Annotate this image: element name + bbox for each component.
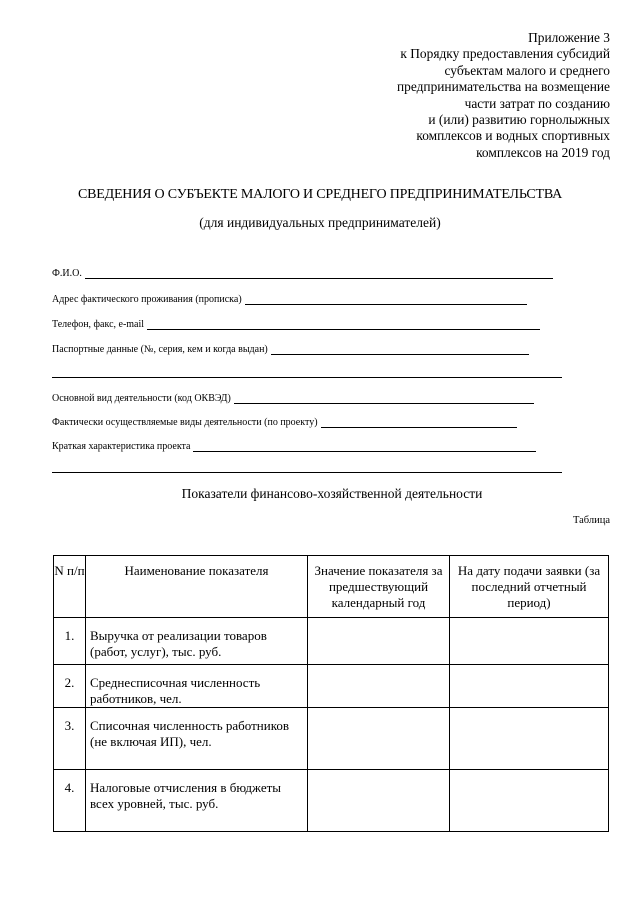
row-name: Налоговые отчисления в бюджеты всех уровней, тыс. руб. (86, 770, 308, 832)
appendix-line: комплексов на 2019 год (476, 144, 610, 160)
fio-label: Ф.И.О. (52, 268, 82, 279)
row-name: Выручка от реализации товаров (работ, услуг), тыс. руб. (86, 618, 308, 665)
row-current-cell[interactable] (450, 708, 609, 770)
okved-label: Основной вид деятельности (код ОКВЭД) (52, 393, 231, 404)
row-prev-cell[interactable] (308, 708, 450, 770)
document-subtitle: (для индивидуальных предпринимателей) (199, 215, 441, 230)
passport-continuation-line[interactable] (52, 377, 562, 378)
address-label: Адрес фактического проживания (прописка) (52, 294, 242, 305)
phone-label: Телефон, факс, e-mail (52, 319, 145, 330)
address-fill-line[interactable] (245, 294, 527, 305)
row-current-cell[interactable] (450, 770, 609, 832)
header-num: N п/п (54, 556, 86, 618)
row-num: 2. (54, 665, 86, 708)
project-field (52, 438, 536, 452)
table-row (54, 708, 609, 770)
row-num: 4. (54, 770, 86, 832)
row-prev-cell[interactable] (308, 770, 450, 832)
activities-label: Фактически осуществляемые виды деятельности (по проекту) (52, 417, 318, 428)
phone-fill-line[interactable] (147, 319, 540, 330)
passport-label: Паспортные данные (№, серия, кем и когда выдан) (52, 344, 268, 355)
project-continuation-line[interactable] (52, 472, 562, 473)
okved-fill-line[interactable] (234, 393, 534, 404)
row-name: Среднесписочная численность работников, чел. (86, 665, 308, 708)
table-row (54, 618, 609, 665)
project-fill-line[interactable] (193, 441, 536, 452)
row-current-cell[interactable] (450, 618, 609, 665)
header-name: Наименование показателя (86, 556, 308, 618)
appendix-line: Приложение 3 (528, 30, 610, 45)
header-current: На дату подачи заявки (за последний отчетный период) (450, 556, 609, 618)
section-title: Показатели финансово-хозяйственной деятельности (181, 486, 483, 501)
appendix-line: комплексов и водных спортивных (416, 128, 610, 144)
appendix-header (397, 30, 610, 161)
document-title: СВЕДЕНИЯ О СУБЪЕКТЕ МАЛОГО И СРЕДНЕГО ПРЕДПРИНИМАТЕЛЬСТВА (77, 187, 563, 202)
fio-field (52, 265, 553, 279)
table-label: Таблица (572, 515, 610, 526)
appendix-line: предпринимательства на возмещение (396, 79, 610, 95)
address-field (52, 291, 527, 305)
row-num: 1. (54, 618, 86, 665)
row-prev-cell[interactable] (308, 665, 450, 708)
table-header-row (54, 556, 609, 618)
fio-fill-line[interactable] (85, 268, 553, 279)
indicators-table (53, 555, 609, 832)
okved-field (52, 390, 534, 404)
appendix-line: и (или) развитию горнолыжных (428, 112, 610, 128)
appendix-line: субъектам малого и среднего (444, 62, 610, 78)
activities-field (52, 414, 517, 428)
passport-field (52, 341, 529, 355)
activities-fill-line[interactable] (321, 417, 517, 428)
row-current-cell[interactable] (450, 665, 609, 708)
header-prev: Значение показателя за предшествующий календарный год (308, 556, 450, 618)
table-row (54, 770, 609, 832)
phone-field (52, 316, 540, 330)
project-label: Краткая характеристика проекта (52, 441, 191, 452)
appendix-line: к Порядку предоставления субсидий (400, 46, 610, 62)
table-row (54, 665, 609, 708)
passport-fill-line[interactable] (271, 344, 529, 355)
row-num: 3. (54, 708, 86, 770)
row-name: Списочная численность работников (не включая ИП), чел. (86, 708, 308, 770)
appendix-line: части затрат по созданию (464, 95, 610, 111)
row-prev-cell[interactable] (308, 618, 450, 665)
